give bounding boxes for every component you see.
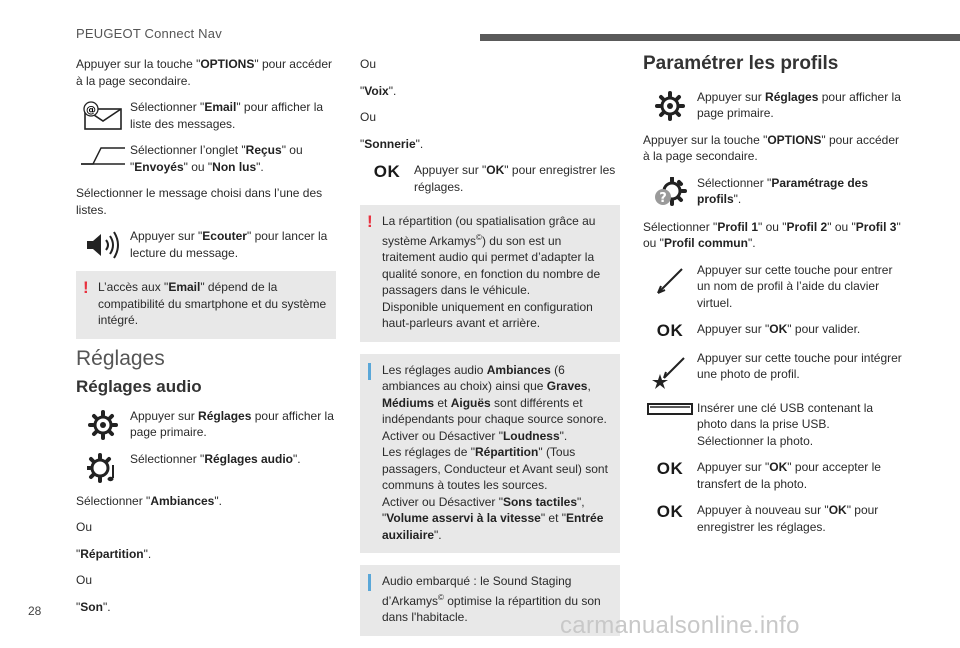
settings-step: Appuyer sur Réglages pour afficher la page primaire. (76, 408, 336, 441)
select-message-paragraph: Sélectionner le message choisi dans l’une des listes. (76, 186, 323, 217)
gear-icon (76, 408, 130, 440)
or-text: Ou (76, 520, 93, 534)
tab-icon (76, 142, 130, 166)
voix-paragraph: "Voix". (360, 83, 397, 98)
ok-icon: OK (656, 459, 684, 478)
info-note-audio: Les réglages audio Ambiances (6 ambiances au choix) ainsi que Graves, Médiums et Aiguës sont différents et indépendants pour chaque source sonore. Activer ou Désactiver "Loudness". Les réglages de "Répartition" (Tous passagers, Conducteur et Avant seul) sont communs à toutes les sources. Activer ou Désactiver "Sons tactiles", "Volume asservi à la vitesse" et "Entrée auxiliaire". (360, 354, 620, 554)
pencil-icon (643, 262, 697, 298)
sonnerie-paragraph: "Sonnerie". (360, 136, 424, 151)
edit-name-step: Appuyer sur cette touche pour entrer un nom de profil à l’aide du clavier virtuel. (643, 262, 905, 312)
email-icon (76, 99, 130, 131)
usb-icon (643, 400, 697, 416)
warning-note-email: ! L’accès aux "Email" dépend de la compatibilité du smartphone et du système intégré. (76, 271, 336, 339)
section-title: Réglages (76, 346, 165, 370)
select-profile-paragraph: Sélectionner "Profil 1" ou "Profil 2" ou "Profil 3" ou "Profil commun". (643, 219, 901, 250)
ok-step: OK Appuyer à nouveau sur "OK" pour enregistrer les réglages. (643, 502, 905, 535)
ok-step: OK Appuyer sur "OK" pour valider. (643, 321, 905, 340)
audio-settings-step: Sélectionner "Réglages audio". (76, 451, 336, 483)
or-text: Ou (360, 57, 377, 71)
listen-step: Appuyer sur "Ecouter" pour lancer la lecture du message. (76, 228, 336, 261)
audio-settings-title: Réglages audio (76, 377, 202, 396)
or-text: Ou (76, 573, 93, 587)
info-note-arkamys: Audio embarqué : le Sound Staging d’Arkamys© optimise la répartition du son dans l'habitacle. (360, 565, 620, 636)
son-paragraph: "Son". (76, 599, 111, 614)
column-3 (643, 53, 905, 545)
warning-icon: ! (83, 278, 89, 297)
warning-note-repartition: ! La répartition (ou spatialisation grâce au système Arkamys©) du son est un traitement audio qui permet d’adapter la qualité sonore, en fonction du nombre de passagers dans le véhicule. Disponible uniquement en configuration haut-parleurs avant et arrière. (360, 205, 620, 342)
options-paragraph: Appuyer sur la touche "OPTIONS" pour accéder à la page secondaire. (643, 132, 899, 163)
settings-step: Appuyer sur Réglages pour afficher la page primaire. (643, 89, 905, 122)
gear-icon (643, 89, 697, 121)
column-1 (76, 56, 336, 625)
ok-step: OK Appuyer sur "OK" pour accepter le transfert de la photo. (643, 459, 905, 492)
tab-step: Sélectionner l’onglet "Reçus" ou "Envoyés" ou "Non lus". (76, 142, 336, 175)
header-bar (480, 34, 960, 41)
email-step: @ Sélectionner "Email" pour afficher la liste des messages. (76, 99, 336, 132)
watermark: carmanualsonline.info (560, 612, 800, 639)
profiles-title: Paramétrer les profils (643, 53, 839, 74)
speaker-icon (76, 228, 130, 260)
ok-step: OK Appuyer sur "OK" pour enregistrer les réglages. (360, 162, 620, 195)
svg-text:?: ? (659, 190, 667, 206)
ok-icon: OK (656, 502, 684, 521)
photo-star-icon (643, 350, 697, 390)
column-2 (360, 56, 620, 648)
ok-icon: OK (656, 321, 684, 340)
usb-step: Insérer une clé USB contenant la photo dans la prise USB. Sélectionner la photo. (643, 400, 905, 450)
ok-icon: OK (373, 162, 401, 181)
repartition-paragraph: "Répartition". (76, 546, 152, 561)
ambiances-paragraph: Sélectionner "Ambiances". (76, 493, 222, 508)
warning-icon: ! (367, 212, 373, 231)
or-text: Ou (360, 110, 377, 124)
gear-help-icon (643, 175, 697, 209)
svg-text:@: @ (86, 105, 96, 116)
page-number: 28 (28, 604, 42, 618)
options-paragraph: Appuyer sur la touche "OPTIONS" pour accéder à la page secondaire. (76, 57, 332, 88)
gear-music-icon (76, 451, 130, 483)
header-title: PEUGEOT Connect Nav (76, 26, 222, 41)
photo-step: Appuyer sur cette touche pour intégrer une photo de profil. (643, 350, 905, 390)
profiles-step: ? Sélectionner "Paramétrage des profils". (643, 175, 905, 209)
